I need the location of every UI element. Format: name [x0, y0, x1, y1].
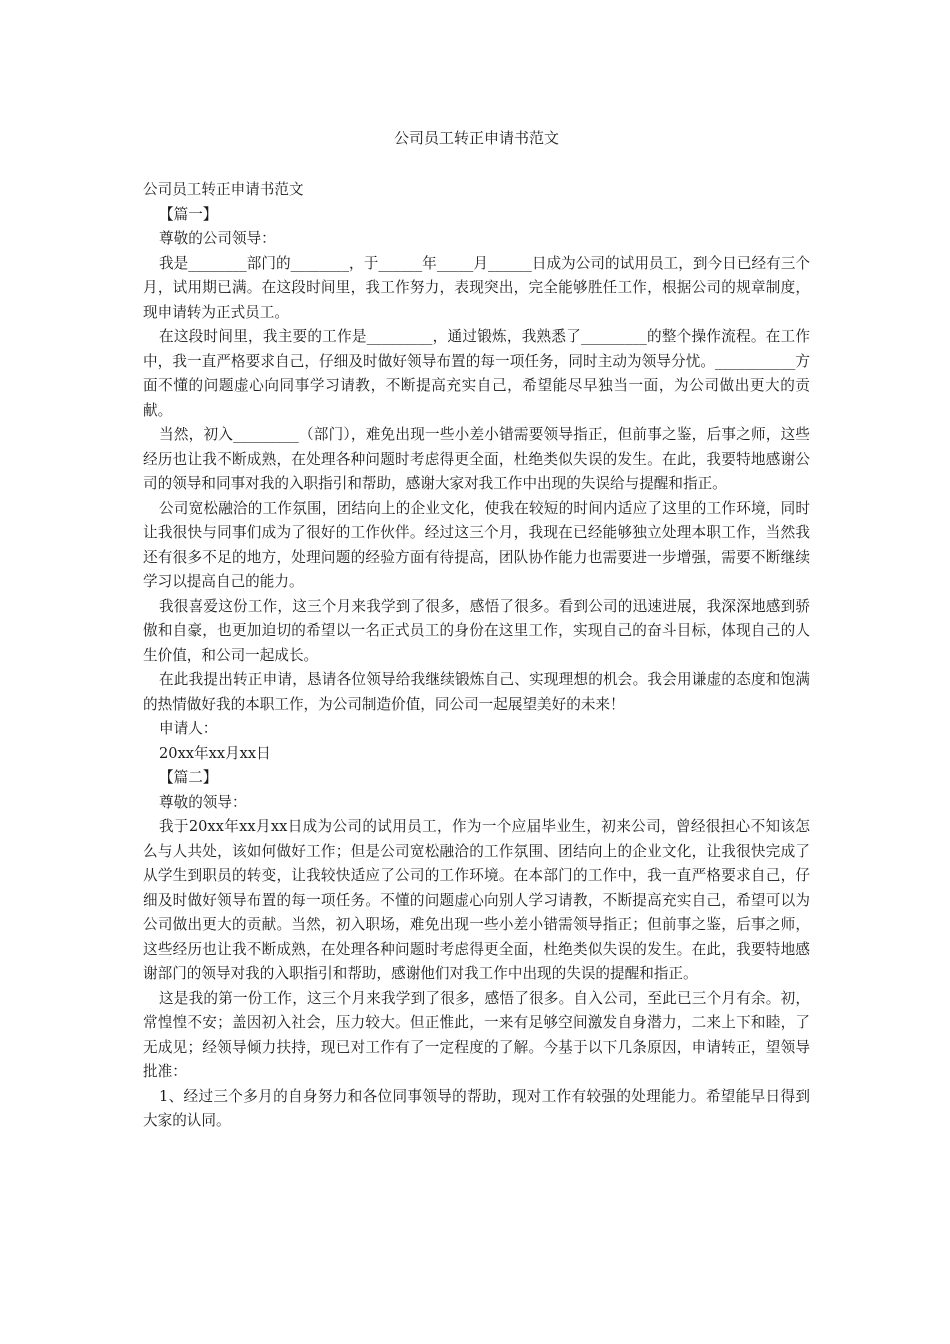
paragraph: 当然，初入_________（部门），难免出现一些小差小错需要领导指正，但前事之鉴，后事之师，这些经历也让我不断成熟，在处理各种问题时考虑得更全面，杜绝类似失误的发生。在此，我要特地感谢公司的领导和同事对我的入职指引和帮助，感谢大家对我工作中出现的失误给与提醒和指正。	[143, 426, 810, 492]
paragraph: 我是________部门的________，于______年_____月______日成为公司的试用员工，到今日已经有三个月，试用期已满。在这段时间里，我工作努力，表现突出，完全能够胜任工作，根据公司的规章制度，现申请转为正式员工。	[143, 254, 810, 321]
paragraph: 1、经过三个多月的自身努力和各位同事领导的帮助，现对工作有较强的处理能力。希望能早日得到大家的认同。	[143, 1087, 810, 1129]
document-body	[143, 178, 810, 1134]
paragraph: 尊敬的领导：	[159, 793, 247, 811]
paragraph: 申请人：	[159, 720, 218, 737]
paragraph: 这是我的第一份工作，这三个月来我学到了很多，感悟了很多。自入公司，至此已三个月有余。初，常惶惶不安；盖因初入社会，压力较大。但正惟此，一来有足够空间激发自身潜力，二来上下和睦，了无成见；经领导倾力扶持，现已对工作有了一定程度的了解。今基于以下几条原因，申请转正，望领导批准：	[143, 989, 810, 1080]
paragraph: 我很喜爱这份工作，这三个月来我学到了很多，感悟了很多。看到公司的迅速进展，我深深地感到骄傲和自豪，也更加迫切的希望以一名正式员工的身份在这里工作，实现自己的奋斗目标，体现自己的人生价值，和公司一起成长。	[143, 597, 810, 664]
paragraph: 20xx年xx月xx日	[159, 744, 271, 762]
document-page	[143, 126, 810, 1134]
paragraph: 公司员工转正申请书范文	[143, 181, 304, 198]
paragraph: 我于20xx年xx月xx日成为公司的试用员工，作为一个应届毕业生，初来公司，曾经很担心不知该怎么与人共处，该如何做好工作；但是公司宽松融洽的工作氛围、团结向上的企业文化，让我很快完成了从学生到职员的转变，让我较快适应了公司的工作环境。在本部门的工作中，我一直严格要求自己，仔细及时做好领导布置的每一项任务。不懂的问题虚心向别人学习请教，不断提高充实自己，希望可以为公司做出更大的贡献。当然，初入职场，难免出现一些小差小错需领导指正；但前事之鉴，后事之师，这些经历也让我不断成熟，在处理各种问题时考虑得更全面，杜绝类似失误的发生。在此，我要特地感谢部门的领导对我的入职指引和帮助，感谢他们对我工作中出现的失误的提醒和指正。	[143, 818, 810, 982]
paragraph: 在此我提出转正申请，恳请各位领导给我继续锻炼自己、实现理想的机会。我会用谦虚的态度和饱满的热情做好我的本职工作，为公司制造价值，同公司一起展望美好的未来！	[143, 671, 810, 713]
document-title: 公司员工转正申请书范文	[393, 129, 559, 147]
paragraph: 在这段时间里，我主要的工作是_________，通过锻炼，我熟悉了_________的整个操作流程。在工作中，我一直严格要求自己，仔细及时做好领导布置的每一项任务，同时主动为领导分忧。___________方面不懂的问题虚心向同事学习请教，不断提高充实自己，希望能尽早独当一面，为公司做出更大的贡献。	[143, 328, 810, 419]
paragraph: 公司宽松融洽的工作氛围，团结向上的企业文化，使我在较短的时间内适应了这里的工作环境，同时让我很快与同事们成为了很好的工作伙伴。经过这三个月，我现在已经能够独立处理本职工作，当然我还有很多不足的地方，处理问题的经验方面有待提高，团队协作能力也需要进一步增强，需要不断继续学习以提高自己的能力。	[143, 499, 810, 590]
paragraph: 尊敬的公司领导：	[159, 230, 276, 247]
paragraph: 【篇一】	[159, 205, 218, 223]
paragraph: 【篇二】	[159, 769, 218, 786]
